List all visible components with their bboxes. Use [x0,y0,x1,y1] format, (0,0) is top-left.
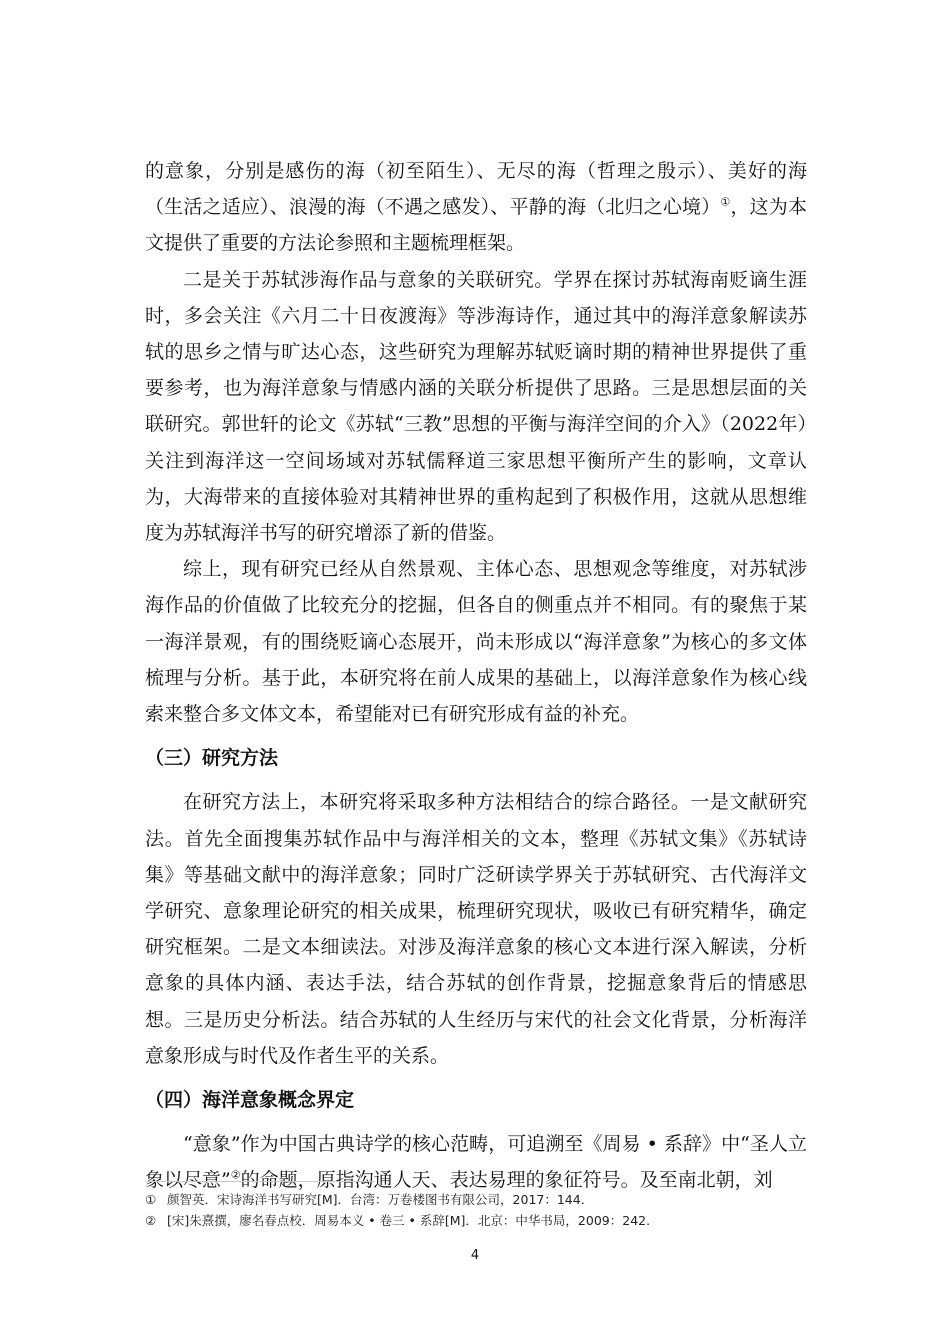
footnote-text: [宋]朱熹撰，廖名春点校．周易本义 • 卷三 • 系辞[M]．北京：中华书局，2009：242. [167,1213,651,1228]
footnote-ref-2[interactable]: ② [230,1169,241,1183]
paragraph-summary: 综上，现有研究已经从自然景观、主体心态、思想观念等维度，对苏轼涉海作品的价值做了比较充分的挖掘，但各自的侧重点并不相同。有的聚焦于某一海洋景观，有的围绕贬谪心态展开，尚未形成以“海洋意象”为核心的多文体梳理与分析。基于此，本研究将在前人成果的基础上，以海洋意象作为核心线索来整合多文体文本，希望能对已有研究形成有益的补充。 [145,558,807,726]
footnote-separator [145,1181,375,1182]
footnotes [145,1189,825,1231]
footnote-mark: ① [145,1192,157,1207]
paragraph-text: 的命题，原指沟通人天、表达易理的象征符号。及至南北朝，刘 [240,1169,773,1192]
paragraph-continuation [145,153,807,262]
paragraph-text: ，这为本文提供了重要的方法论参照和主题梳理框架。 [145,196,807,255]
footnote-ref-1[interactable]: ① [720,195,731,209]
section-heading-methods: （三）研究方法 [145,747,279,770]
paragraph-methods: 在研究方法上，本研究将采取多种方法相结合的综合路径。一是文献研究法。首先全面搜集苏轼作品中与海洋相关的文本，整理《苏轼文集》《苏轼诗集》等基础文献中的海洋意象；同时广泛研读学界关于苏轼研究、古代海洋文学研究、意象理论研究的相关成果，梳理研究现状，吸收已有研究精华，确定研究框架。二是文本细读法。对涉及海洋意象的核心文本进行深入解读，分析意象的具体内涵、表达手法，结合苏轼的创作背景，挖掘意象背后的情感思想。三是历史分析法。结合苏轼的人生经历与宋代的社会文化背景，分析海洋意象形成与时代及作者生平的关系。 [145,791,807,1067]
paragraph-text: 的意象，分别是感伤的海（初至陌生）、无尽的海（哲理之殷示）、美好的海（生活之适应）、浪漫的海（不遇之感发）、平静的海（北归之心境） [145,160,807,219]
body-text [145,153,807,1199]
footnote-mark: ② [145,1213,157,1228]
section-heading-definition: （四）海洋意象概念界定 [145,1089,355,1112]
paragraph-definition [145,1126,807,1198]
page-number: 4 [470,1248,480,1263]
paragraph-text: “意象”作为中国古典诗学的核心范畴，可追溯至《周易 • 系辞》中“圣人立象以尽意” [145,1133,807,1192]
footnote-1 [145,1189,825,1210]
footnote-text: 颜智英．宋诗海洋书写研究[M]．台湾：万卷楼图书有限公司，2017：144. [167,1192,585,1207]
paragraph-related-research: 二是关于苏轼涉海作品与意象的关联研究。学界在探讨苏轼海南贬谪生涯时，多会关注《六月二十日夜渡海》等涉海诗作，通过其中的海洋意象解读苏轼的思乡之情与旷达心态，这些研究为理解苏轼贬谪时期的精神世界提供了重要参考，也为海洋意象与情感内涵的关联分析提供了思路。三是思想层面的关联研究。郭世轩的论文《苏轼“三教”思想的平衡与海洋空间的介入》（2022年）关注到海洋这一空间场域对苏轼儒释道三家思想平衡所产生的影响，文章认为，大海带来的直接体验对其精神世界的重构起到了积极作用，这就从思想维度为苏轼海洋书写的研究增添了新的借鉴。 [145,268,807,545]
footnote-2 [145,1210,825,1231]
